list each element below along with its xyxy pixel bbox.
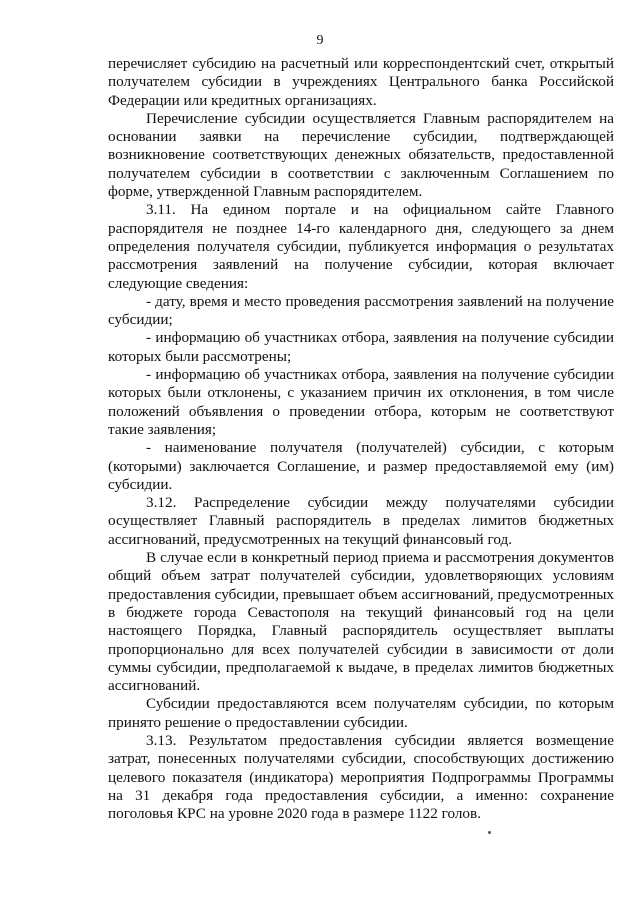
paragraph-transfer: Перечисление субсидии осуществляется Главным распорядителем на основании заявки на перечисление субсидии, подтверждающей возникновение соответствующих денежных обязательств, предоставленной получателем субсидии в соответствии с заключенным Соглашением по форме, утвержденной Главным распорядителем. (108, 109, 614, 201)
list-item-participants-reviewed: - информацию об участниках отбора, заявления на получение субсидии которых были рассмотрены; (108, 329, 614, 365)
document-body (108, 55, 614, 823)
list-item-date-time-place: - дату, время и место проведения рассмотрения заявлений на получение субсидии; (108, 292, 614, 329)
paragraph-3-11: 3.11. На едином портале и на официальном сайте Главного распорядителя не позднее 14-го календарного дня, следующего за днем определения получателя субсидии, публикуется информация о результатах рассмотрения заявлений на получение субсидии, которая включает следующие сведения: (108, 201, 614, 292)
paragraph-continuation: перечисляет субсидию на расчетный или корреспондентский счет, открытый получателем субсидии в учреждениях Центрального банка Российской Федерации или кредитных организациях. (108, 55, 614, 109)
paragraph-all-recipients: Субсидии предоставляются всем получателям субсидии, по которым принято решение о предоставлении субсидии. (108, 695, 614, 731)
scan-speck (488, 831, 491, 834)
list-item-participants-rejected: - информацию об участниках отбора, заявления на получение субсидии которых были отклонены, с указанием причин их отклонения, в том числе положений объявления о проведении отбора, которым не соответствуют такие заявления; (108, 366, 614, 438)
paragraph-3-12: 3.12. Распределение субсидии между получателями субсидии осуществляет Главный распорядитель в пределах лимитов бюджетных ассигнований, предусмотренных на текущий финансовый год. (108, 494, 614, 548)
list-item-recipient-name: - наименование получателя (получателей) субсидии, с которым (которыми) заключается Соглашение, и размер предоставляемой ему (им) субсидии. (108, 439, 614, 493)
paragraph-3-13: 3.13. Результатом предоставления субсидии является возмещение затрат, понесенных получателями субсидии, способствующих достижению целевого показателя (индикатора) мероприятия Подпрограммы Программы на 31 декабря года предоставления субсидии, а именно: сохранение поголовья КРС на уровне 2020 года в размере 1122 голов. (108, 731, 614, 823)
page-number: 9 (316, 33, 324, 48)
paragraph-proportional: В случае если в конкретный период приема и рассмотрения документов общий объем затрат получателей субсидии, удовлетворяющих условиям предоставления субсидии, превышает объем ассигнований, предусмотренных в бюджете города Севастополя на текущий финансовый год на цели настоящего Порядка, Главный распорядитель осуществляет выплаты пропорционально для всех получателей субсидии в зависимости от доли суммы субсидии, предполагаемой к выдаче, в пределах лимитов бюджетных ассигнований. (108, 549, 614, 695)
